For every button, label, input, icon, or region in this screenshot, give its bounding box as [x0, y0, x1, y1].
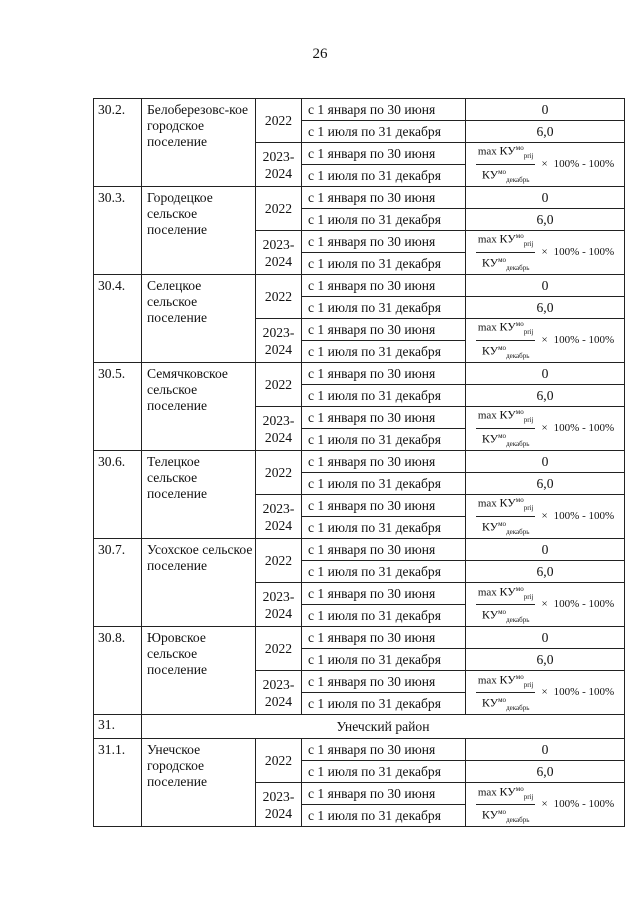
table-row: [94, 539, 625, 561]
formula-sup: мо: [498, 432, 507, 441]
formula-sub-bottom: декабрь: [506, 352, 530, 361]
formula-max: max: [477, 786, 497, 799]
year-cell: 2022: [256, 451, 302, 495]
year-range-end: 2024: [264, 517, 293, 533]
formula: [476, 584, 614, 627]
formula-multiply: ×: [541, 422, 548, 435]
formula-sup: мо: [498, 344, 507, 353]
period-cell: с 1 января по 30 июня: [302, 739, 466, 761]
formula-ku: КУ: [499, 584, 516, 599]
formula-sup: мо: [498, 256, 507, 265]
formula-multiply: ×: [541, 158, 548, 171]
formula-max: max: [477, 586, 497, 599]
period-cell: с 1 июля по 31 декабря: [302, 761, 466, 783]
formula-sup: мо: [515, 232, 524, 241]
year-range-start: 2023-: [262, 788, 295, 804]
period-cell: с 1 июля по 31 декабря: [302, 605, 466, 627]
table-row: [94, 363, 625, 385]
formula-tail: 100% - 100%: [553, 510, 615, 523]
settlement-name: Городецкое сельское поселение: [142, 187, 256, 275]
year-range-cell: [256, 583, 302, 627]
formula-cell: [466, 583, 625, 627]
value-cell: 6,0: [466, 649, 625, 671]
settlement-name: Юровское сельское поселение: [142, 627, 256, 715]
formula-ku: КУ: [481, 608, 499, 622]
year-range-start: 2023-: [262, 412, 295, 428]
formula-fraction: [476, 784, 536, 827]
year-range-end: 2024: [264, 805, 293, 821]
settlement-name: Телецкое сельское поселение: [142, 451, 256, 539]
formula-fraction: [476, 584, 536, 627]
period-cell: с 1 июля по 31 декабря: [302, 561, 466, 583]
period-cell: с 1 января по 30 июня: [302, 583, 466, 605]
row-number: 30.7.: [94, 539, 142, 627]
period-cell: с 1 июля по 31 декабря: [302, 253, 466, 275]
formula-sup: мо: [515, 672, 524, 681]
formula-sup: мо: [515, 408, 524, 417]
formula-sup: мо: [515, 784, 524, 793]
table-row: [94, 275, 625, 297]
value-cell: 0: [466, 451, 625, 473]
formula: [476, 231, 614, 274]
formula-ku: КУ: [499, 784, 516, 799]
formula-ku: КУ: [481, 431, 499, 446]
formula-multiply: ×: [541, 334, 548, 347]
formula-sup: мо: [515, 496, 524, 505]
year-range-end: 2024: [264, 341, 293, 357]
formula: [476, 319, 614, 362]
row-number: 31.1.: [94, 739, 142, 827]
period-cell: с 1 июля по 31 декабря: [302, 649, 466, 671]
formula-tail: 100% - 100%: [553, 334, 615, 347]
formula-sub-bottom: декабрь: [506, 264, 530, 273]
year-cell: 2022: [256, 187, 302, 231]
year-range-end: 2024: [264, 693, 293, 709]
period-cell: с 1 июля по 31 декабря: [302, 517, 466, 539]
year-cell: 2022: [256, 363, 302, 407]
row-number: 30.2.: [94, 99, 142, 187]
formula-ku: КУ: [499, 144, 516, 158]
formula-cell: [466, 783, 625, 827]
formula-sub-top: prij: [523, 680, 534, 689]
formula-tail: 100% - 100%: [553, 686, 615, 699]
value-cell: 0: [466, 539, 625, 561]
formula-max: max: [477, 498, 497, 511]
year-cell: 2022: [256, 627, 302, 671]
period-cell: с 1 июля по 31 декабря: [302, 209, 466, 231]
formula-tail: 100% - 100%: [553, 422, 615, 435]
period-cell: с 1 июля по 31 декабря: [302, 429, 466, 451]
formula-tail: 100% - 100%: [553, 798, 615, 811]
settlement-name: Усохское сельское поселение: [142, 539, 256, 627]
year-cell: 2022: [256, 99, 302, 143]
formula-sub-top: prij: [523, 328, 534, 337]
formula-sup: мо: [498, 608, 507, 617]
value-cell: 0: [466, 627, 625, 649]
row-number: 30.6.: [94, 451, 142, 539]
table-row: [94, 187, 625, 209]
settlement-name: Белоберезовс-кое городское поселение: [142, 99, 256, 187]
formula-ku: КУ: [481, 167, 499, 182]
formula-sub-bottom: декабрь: [506, 704, 530, 713]
formula: [476, 143, 614, 186]
formula-max: max: [477, 410, 497, 423]
year-range-start: 2023-: [262, 148, 295, 164]
value-cell: 6,0: [466, 761, 625, 783]
row-number: 30.4.: [94, 275, 142, 363]
formula-ku: КУ: [499, 672, 516, 687]
year-range-cell: [256, 319, 302, 363]
formula: [476, 672, 614, 715]
formula-sub-top: prij: [523, 504, 534, 513]
year-cell: 2022: [256, 275, 302, 319]
year-range-cell: [256, 671, 302, 715]
year-range-start: 2023-: [262, 676, 295, 692]
settlement-name: Селецкое сельское поселение: [142, 275, 256, 363]
formula-max: max: [477, 234, 497, 247]
period-cell: с 1 июля по 31 декабря: [302, 121, 466, 143]
formula-multiply: ×: [541, 246, 548, 259]
table-row: [94, 627, 625, 649]
period-cell: с 1 июля по 31 декабря: [302, 341, 466, 363]
formula-ku: КУ: [481, 808, 499, 823]
formula-cell: [466, 319, 625, 363]
formula-sub-top: prij: [523, 416, 534, 425]
formula-ku: КУ: [481, 519, 499, 534]
table-row: [94, 451, 625, 473]
tariff-table: [93, 98, 625, 827]
year-range-start: 2023-: [262, 236, 295, 252]
value-cell: 6,0: [466, 121, 625, 143]
formula-ku: КУ: [481, 343, 499, 358]
table-row: [94, 99, 625, 121]
row-number: 30.5.: [94, 363, 142, 451]
formula-multiply: ×: [541, 598, 548, 611]
formula-cell: [466, 143, 625, 187]
formula-sub-bottom: декабрь: [506, 440, 530, 449]
row-number: 30.8.: [94, 627, 142, 715]
year-range-end: 2024: [264, 429, 293, 445]
year-cell: 2022: [256, 539, 302, 583]
period-cell: с 1 января по 30 июня: [302, 99, 466, 121]
value-cell: 0: [466, 187, 625, 209]
region-title: Унечский район: [142, 715, 625, 739]
formula-ku: КУ: [499, 232, 516, 247]
formula-fraction: [476, 319, 536, 362]
year-range-end: 2024: [264, 605, 293, 621]
formula-ku: КУ: [499, 320, 516, 335]
settlement-name: Унечское городское поселение: [142, 739, 256, 827]
year-range-start: 2023-: [262, 500, 295, 516]
value-cell: 6,0: [466, 561, 625, 583]
formula-cell: [466, 231, 625, 275]
formula-multiply: ×: [541, 686, 548, 699]
value-cell: 0: [466, 99, 625, 121]
year-range-start: 2023-: [262, 588, 295, 604]
region-number: 31.: [94, 715, 142, 739]
period-cell: с 1 июля по 31 декабря: [302, 805, 466, 827]
year-range-cell: [256, 407, 302, 451]
year-range-cell: [256, 783, 302, 827]
formula-fraction: [476, 231, 536, 274]
formula-ku: КУ: [499, 496, 516, 511]
value-cell: 6,0: [466, 385, 625, 407]
period-cell: с 1 июля по 31 декабря: [302, 473, 466, 495]
value-cell: 6,0: [466, 473, 625, 495]
formula-cell: [466, 495, 625, 539]
formula-cell: [466, 671, 625, 715]
formula-sub-top: prij: [523, 152, 534, 161]
formula-fraction: [476, 495, 536, 538]
formula-fraction: [476, 407, 536, 450]
formula-multiply: ×: [541, 798, 548, 811]
settlement-name: Семячковское сельское поселение: [142, 363, 256, 451]
formula-sub-bottom: декабрь: [506, 176, 530, 185]
region-row: [94, 715, 625, 739]
period-cell: с 1 января по 30 июня: [302, 143, 466, 165]
page-number: 26: [312, 46, 328, 62]
period-cell: с 1 июля по 31 декабря: [302, 693, 466, 715]
formula-sub-bottom: декабрь: [506, 616, 530, 625]
period-cell: с 1 июля по 31 декабря: [302, 385, 466, 407]
formula-max: max: [477, 674, 497, 687]
period-cell: с 1 июля по 31 декабря: [302, 297, 466, 319]
period-cell: с 1 января по 30 июня: [302, 275, 466, 297]
period-cell: с 1 января по 30 июня: [302, 495, 466, 517]
period-cell: с 1 января по 30 июня: [302, 231, 466, 253]
period-cell: с 1 января по 30 июня: [302, 627, 466, 649]
formula-ku: КУ: [481, 696, 499, 711]
year-range-start: 2023-: [262, 324, 295, 340]
value-cell: 0: [466, 739, 625, 761]
year-range-cell: [256, 143, 302, 187]
formula-multiply: ×: [541, 510, 548, 523]
formula-sup: мо: [498, 696, 507, 705]
year-cell: 2022: [256, 739, 302, 783]
period-cell: с 1 января по 30 июня: [302, 187, 466, 209]
formula-cell: [466, 407, 625, 451]
formula-sub-top: prij: [523, 240, 534, 249]
formula-sup: мо: [498, 168, 507, 177]
formula-ku: КУ: [499, 408, 516, 423]
formula-sub-top: prij: [523, 592, 534, 601]
row-number: 30.3.: [94, 187, 142, 275]
formula-sub-bottom: декабрь: [506, 816, 530, 825]
formula-sub-top: prij: [523, 792, 534, 801]
period-cell: с 1 января по 30 июня: [302, 539, 466, 561]
period-cell: с 1 января по 30 июня: [302, 783, 466, 805]
formula-sup: мо: [515, 584, 524, 593]
formula-sub-bottom: декабрь: [506, 528, 530, 537]
formula-sup: мо: [515, 320, 524, 329]
year-range-cell: [256, 231, 302, 275]
value-cell: 0: [466, 275, 625, 297]
year-range-end: 2024: [264, 165, 293, 181]
value-cell: 0: [466, 363, 625, 385]
formula-sup: мо: [498, 520, 507, 529]
formula-max: max: [477, 322, 497, 335]
period-cell: с 1 июля по 31 декабря: [302, 165, 466, 187]
value-cell: 6,0: [466, 209, 625, 231]
formula-sup: мо: [515, 144, 524, 153]
table-row: [94, 739, 625, 761]
period-cell: с 1 января по 30 июня: [302, 451, 466, 473]
formula: [476, 407, 614, 450]
formula-tail: 100% - 100%: [553, 246, 615, 259]
formula-tail: 100% - 100%: [553, 598, 615, 611]
period-cell: с 1 января по 30 июня: [302, 319, 466, 341]
year-range-cell: [256, 495, 302, 539]
formula-sup: мо: [498, 808, 507, 817]
formula-fraction: [476, 672, 536, 715]
period-cell: с 1 января по 30 июня: [302, 363, 466, 385]
formula-max: max: [477, 146, 497, 158]
value-cell: 6,0: [466, 297, 625, 319]
year-range-end: 2024: [264, 253, 293, 269]
period-cell: с 1 января по 30 июня: [302, 407, 466, 429]
period-cell: с 1 января по 30 июня: [302, 671, 466, 693]
formula: [476, 784, 614, 827]
formula-fraction: [476, 143, 536, 186]
formula-tail: 100% - 100%: [553, 158, 615, 171]
formula-ku: КУ: [481, 255, 499, 270]
formula: [476, 495, 614, 538]
